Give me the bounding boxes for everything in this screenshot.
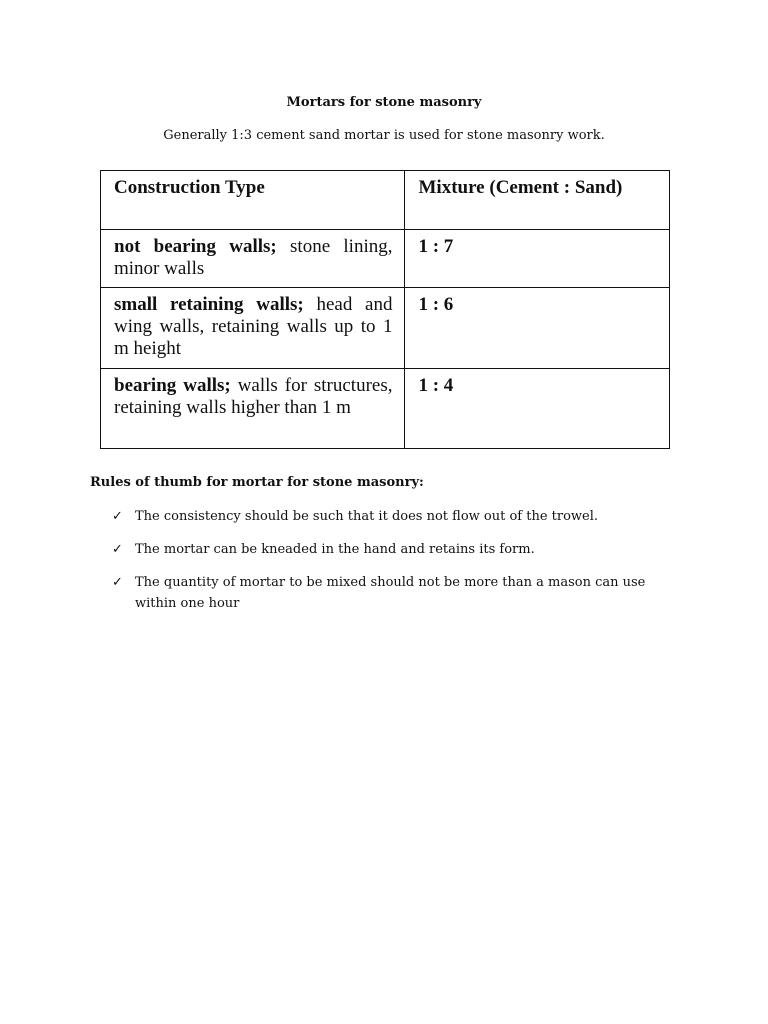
construction-type-cell (101, 288, 405, 369)
checkmark-icon: ✓ (112, 542, 123, 557)
table-row (101, 230, 670, 288)
list-item (112, 506, 682, 527)
table-row (101, 288, 670, 369)
rule-text: The quantity of mortar to be mixed should not be more than a mason can use within one hour (135, 575, 646, 611)
construction-type-bold: not bearing walls; (114, 236, 277, 257)
mortar-mixture-table (100, 170, 670, 449)
checkmark-icon: ✓ (112, 575, 123, 590)
table-row (101, 369, 670, 449)
list-item (112, 572, 682, 614)
page-title: Mortars for stone masonry (286, 95, 482, 110)
mixture-ratio-cell: 1 : 7 (405, 230, 670, 288)
mixture-ratio-cell: 1 : 6 (405, 288, 670, 369)
intro-paragraph: Generally 1:3 cement sand mortar is used for stone masonry work. (163, 128, 605, 143)
construction-type-cell (101, 369, 405, 449)
rules-list (112, 506, 682, 626)
table-header-row (101, 171, 670, 230)
rules-heading: Rules of thumb for mortar for stone masonry: (90, 475, 424, 490)
rule-text: The mortar can be kneaded in the hand and retains its form. (135, 542, 535, 557)
list-item (112, 539, 682, 560)
construction-type-detail: head and wing walls, retaining walls up to 1 m height (114, 294, 393, 359)
construction-type-bold: small retaining walls; (114, 294, 304, 315)
construction-type-detail: walls for structures, retaining walls higher than 1 m (114, 375, 393, 418)
construction-type-detail: stone lining, minor walls (114, 236, 393, 279)
checkmark-icon: ✓ (112, 509, 123, 524)
construction-type-cell (101, 230, 405, 288)
mixture-ratio-cell: 1 : 4 (405, 369, 670, 449)
header-mixture: Mixture (Cement : Sand) (405, 171, 670, 230)
header-construction-type: Construction Type (101, 171, 405, 230)
rule-text: The consistency should be such that it does not flow out of the trowel. (135, 509, 599, 524)
construction-type-bold: bearing walls; (114, 375, 231, 396)
